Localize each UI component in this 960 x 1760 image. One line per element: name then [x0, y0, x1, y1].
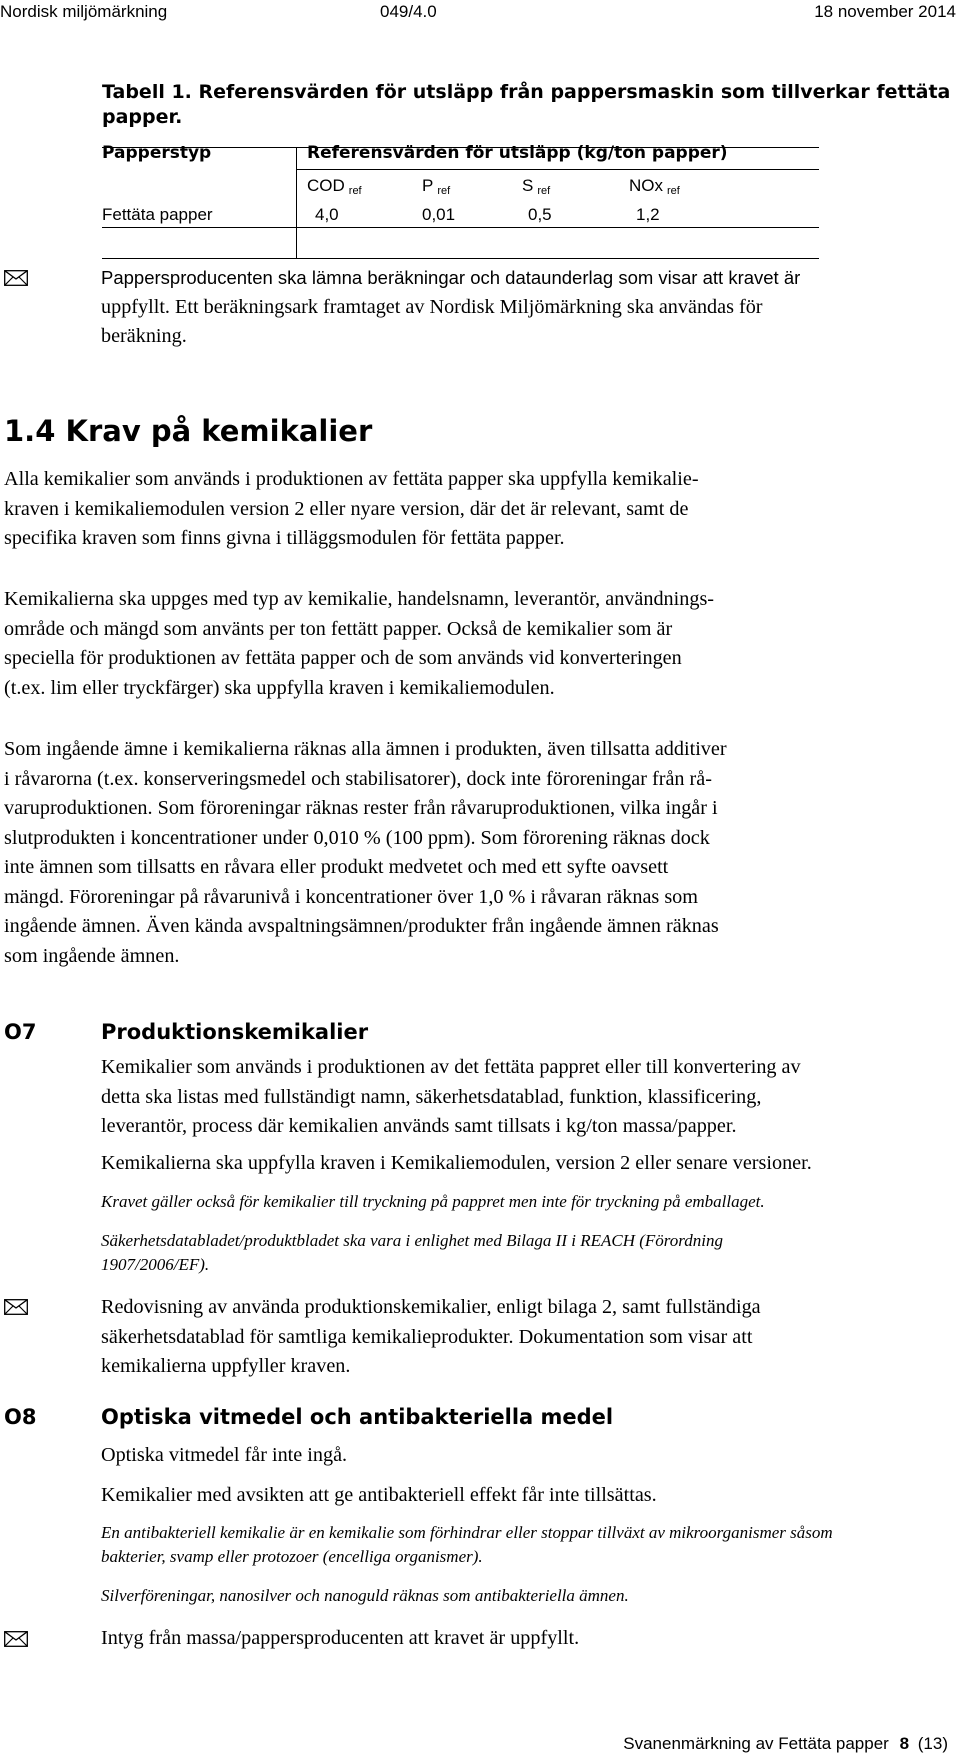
text-line: Säkerhetsdatabladet/produktbladet ska vara i enlighet med Bilaga II i REACH (Förordning [101, 1231, 723, 1250]
table-caption: Tabell 1. Referensvärden för utsläpp från pappersmaskin som tillverkar fettäta papper. [102, 81, 951, 128]
o7-note-2 [101, 1229, 723, 1276]
table-group-underline [296, 169, 819, 170]
requirement-code-o7: O7 [4, 1020, 37, 1044]
table-bottom-border [102, 258, 819, 259]
text-line: Kemikalierna ska uppges med typ av kemikalie, handelsnamn, leverantör, användnings- [4, 588, 715, 610]
envelope-check-icon [4, 1631, 28, 1647]
requirement-title-o7: Produktionskemikalier [101, 1020, 369, 1044]
emission-reference-table [102, 143, 819, 260]
table-header-bottom-border [102, 227, 819, 228]
text-line: mängd. Föroreningar på råvarunivå i koncentrationer över 1,0 % i råvaran räknas som [4, 885, 698, 908]
text-line: i råvarorna (t.ex. konserveringsmedel och stabilisatorer), dock inte föroreningar från rå- [4, 767, 712, 790]
envelope-check-icon [4, 270, 28, 286]
verification-paragraph [101, 263, 800, 352]
text-line: bakterier, svamp eller protozoer (encelliga organismer). [101, 1546, 483, 1566]
text-line: beräkning. [101, 325, 187, 347]
text-line: säkerhetsdatablad för samtliga kemikalieprodukter. Dokumentation som visar att [101, 1325, 753, 1348]
text-line: varuproduktionen. Som föroreningar räknas rester från råvaruproduktionen, vilka ingår i [4, 797, 718, 819]
section-paragraph-2 [4, 585, 714, 703]
text-line: Pappersproducenten ska lämna beräkningar och dataunderlag som visar att kravet är [101, 267, 801, 288]
text-line: uppfyllt. Ett beräkningsark framtaget av Nordisk Miljömärkning ska användas för [101, 295, 763, 318]
text-line: 1907/2006/EF). [101, 1254, 210, 1274]
section-paragraph-1 [4, 465, 699, 554]
subheader-s: Sref [522, 176, 551, 197]
o7-note-1: Kravet gäller också för kemikalier till tryckning på pappret men inte för tryckning på emballaget. [101, 1192, 765, 1211]
text-line: leverantör, process där kemikalien används samt tillsats i kg/ton massa/papper. [101, 1115, 737, 1137]
table-column-divider [296, 147, 297, 259]
footer-title: Svanenmärkning av Fettäta papper [623, 1734, 889, 1753]
text-line: inte ämnen som tillsatts en råvara eller produkt medvetet och med ett syfte oavsett [4, 856, 669, 878]
text-line: Kemikalier som används i produktionen av det fettäta pappret eller till konvertering av [101, 1056, 801, 1078]
footer-page-total: (13) [917, 1734, 948, 1753]
requirement-title-o8: Optiska vitmedel och antibakteriella medel [101, 1405, 614, 1429]
o7-paragraph-1 [101, 1053, 801, 1142]
subheader-cod: COD ref [307, 176, 362, 197]
page-footer [623, 1734, 948, 1754]
header-date: 18 november 2014 [814, 2, 956, 21]
footer-page-number: 8 [899, 1734, 910, 1753]
o8-verification: Intyg från massa/pappersproducenten att kravet är uppfyllt. [101, 1627, 580, 1649]
o8-paragraph-1: Optiska vitmedel får inte ingå. [101, 1444, 348, 1466]
text-line: speciella för produktionen av fettäta papper och de som används vid konverteringen [4, 647, 682, 669]
o7-verification [101, 1293, 761, 1382]
text-line: kemikalierna uppfyller kraven. [101, 1355, 351, 1377]
o8-note-2: Silverföreningar, nanosilver och nanoguld räknas som antibakteriella ämnen. [101, 1586, 629, 1605]
text-line: som ingående ämnen. [4, 944, 180, 967]
text-line: Som ingående ämne i kemikalierna räknas alla ämnen i produkten, även tillsatta additiver [4, 738, 727, 760]
text-line: specifika kraven som finns givna i tilläggsmodulen för fettäta papper. [4, 527, 565, 549]
subheader-nox: NOx ref [629, 176, 680, 197]
text-line: detta ska listas med fullständigt namn, säkerhetsdatablad, funktion, klassificering, [101, 1085, 762, 1108]
text-line: (t.ex. lim eller tryckfärger) ska uppfylla kraven i kemikaliemodulen. [4, 676, 555, 699]
text-line: En antibakteriell kemikalie är en kemikalie som förhindrar eller stoppar tillväxt av mikroorganismer såsom [101, 1523, 833, 1542]
text-line: Alla kemikalier som används i produktionen av fettäta papper ska uppfylla kemikalie- [4, 468, 699, 490]
text-line: ingående ämnen. Även kända avspaltningsämnen/produkter från ingående ämnen räknas [4, 915, 719, 937]
envelope-check-icon [4, 1299, 28, 1315]
row-label-fettata-papper: Fettäta papper [102, 205, 213, 224]
col-group-header-emissions: Referensvärden för utsläpp (kg/ton papper) [307, 143, 728, 163]
value-s: 0,5 [528, 205, 552, 224]
requirement-code-o8: O8 [4, 1405, 37, 1429]
text-line: område och mängd som använts per ton fettätt papper. Också de kemikalier som är [4, 617, 673, 640]
col-header-paper-type: Papperstyp [102, 143, 212, 163]
o7-paragraph-2: Kemikalierna ska uppfylla kraven i Kemikaliemodulen, version 2 eller senare versioner. [101, 1152, 812, 1174]
section-heading: 1.4 Krav på kemikalier [4, 414, 373, 448]
header-organization: Nordisk miljömärkning [0, 2, 168, 21]
text-line: slutprodukten i koncentrationer under 0,010 % (100 ppm). Som förorening räknas dock [4, 826, 710, 849]
text-line: Redovisning av använda produktionskemikalier, enligt bilaga 2, samt fullständiga [101, 1296, 761, 1318]
text-line: kraven i kemikaliemodulen version 2 eller nyare version, där det är relevant, samt de [4, 497, 689, 520]
header-document-number: 049/4.0 [380, 2, 437, 21]
value-p: 0,01 [422, 205, 456, 224]
value-nox: 1,2 [636, 205, 660, 224]
o8-paragraph-2: Kemikalier med avsikten att ge antibakteriell effekt får inte tillsättas. [101, 1484, 657, 1506]
page-header [0, 2, 960, 26]
section-paragraph-3 [4, 735, 727, 971]
o8-note-1 [101, 1521, 833, 1568]
subheader-p: Pref [422, 176, 451, 197]
value-cod: 4,0 [315, 205, 339, 224]
